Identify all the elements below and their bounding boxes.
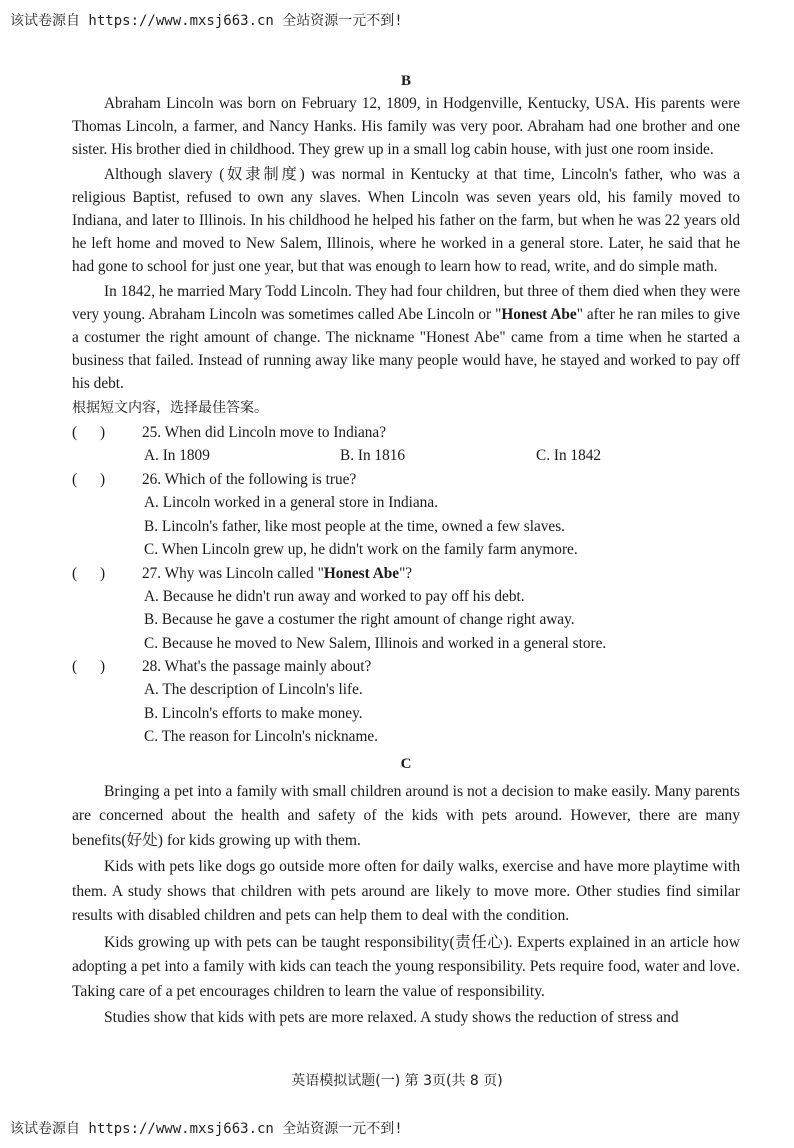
option-25-c: C. In 1842	[536, 447, 602, 464]
answer-blank-27[interactable]: ( )	[72, 564, 106, 582]
p3-before: In 1842, he married Mary Todd Lincoln. They had four children, but three of them died when they were very young. Abraham Lincoln was sometimes called Abe Lincoln or "	[72, 283, 740, 323]
question-28	[72, 655, 740, 678]
option-27-a: A. Because he didn't run away and worked to pay off his debt.	[144, 587, 525, 605]
p3-bold: Honest Abe	[501, 306, 577, 323]
option-25-b: B. In 1816	[340, 447, 406, 464]
question-27	[72, 562, 740, 585]
answer-blank-28[interactable]: ( )	[72, 658, 106, 675]
question-25-options	[72, 444, 740, 468]
question-27-stem	[142, 562, 412, 585]
section-b-title: B	[400, 73, 411, 89]
option-26-c: C. When Lincoln grew up, he didn't work on the family farm anymore.	[144, 541, 578, 558]
section-b-paragraph-1: Abraham Lincoln was born on February 12, 1809, in Hodgenville, Kentucky, USA. His parents were Thomas Lincoln, a farmer, and Nancy Hanks. His family was very poor. Abraham had one brother and one sister. His brother died in childhood. They grew up in a small log cabin house, with just one room inside.	[72, 95, 740, 158]
q27-after: "?	[399, 564, 413, 582]
p3-after: " after he ran miles to give a costumer the right amount of change. The nickname "Honest Abe" came from a time when he started a business that failed. Instead of running away like many people would have, he stayed and worked to pay off his debt.	[72, 306, 740, 392]
option-26-b: B. Lincoln's father, like most people at the time, owned a few slaves.	[144, 517, 565, 535]
instruction: 根据短文内容，选择最佳答案。	[72, 400, 268, 416]
option-26-a: A. Lincoln worked in a general store in Indiana.	[144, 494, 438, 511]
question-25	[72, 421, 740, 444]
answer-blank-26[interactable]: ( )	[72, 471, 106, 488]
section-c-paragraph-1: Bringing a pet into a family with small children around is not a decision to make easily. Many parents are concerned about the health and safety of the kids with pets around. However, there are many benefits(好处) for kids growing up with them.	[72, 782, 740, 849]
q27-before: 27. Why was Lincoln called "	[142, 564, 324, 582]
watermark-top: 该试卷源自 https://www.mxsj663.cn 全站资源一元不到!	[10, 13, 403, 29]
question-25-stem: 25. When did Lincoln move to Indiana?	[142, 424, 386, 441]
question-26	[72, 468, 740, 491]
watermark-bottom: 该试卷源自 https://www.mxsj663.cn 全站资源一元不到!	[10, 1121, 403, 1137]
section-c-body	[72, 780, 740, 1031]
q27-bold: Honest Abe	[323, 564, 400, 582]
option-27-c: C. Because he moved to New Salem, Illinois and worked in a general store.	[144, 634, 607, 652]
section-c-paragraph-4: Studies show that kids with pets are more relaxed. A study shows the reduction of stress and	[104, 1009, 679, 1026]
option-27-b: B. Because he gave a costumer the right amount of change right away.	[144, 611, 575, 628]
page-footer: 英语模拟试题(一) 第 3页(共 8 页)	[291, 1073, 503, 1089]
section-c-paragraph-2: Kids with pets like dogs go outside more often for daily walks, exercise and have more playtime with them. A study shows that children with pets around are likely to move more. Other studies find similar results with disabled children and pets can help them to deal with the condition.	[72, 858, 740, 924]
question-26-stem: 26. Which of the following is true?	[142, 471, 357, 488]
answer-blank-25[interactable]: ( )	[72, 424, 106, 441]
option-28-c: C. The reason for Lincoln's nickname.	[144, 728, 378, 745]
option-25-a: A. In 1809	[144, 447, 210, 464]
option-28-a: A. The description of Lincoln's life.	[144, 681, 363, 698]
section-b-paragraph-3	[72, 280, 740, 395]
question-28-stem: 28. What's the passage mainly about?	[142, 658, 372, 675]
option-28-b: B. Lincoln's efforts to make money.	[144, 704, 363, 722]
section-c-paragraph-3: Kids growing up with pets can be taught responsibility(责任心). Experts explained in an article how adopting a pet into a family with kids can teach the young responsibility. Pets require food, water and love. Taking care of a pet encourages children to learn the value of responsibility.	[72, 933, 740, 1000]
page-content	[72, 70, 740, 1033]
section-c-title: C	[400, 755, 412, 772]
section-b-paragraph-2: Although slavery (奴隶制度) was normal in Kentucky at that time, Lincoln's father, who was a religious Baptist, refused to own any slaves. When Lincoln was seven years old, his family moved to Indiana, and later to Illinois. In his childhood he helped his father on the farm, but when he was 22 years old he left home and moved to New Salem, Illinois, where he worked in a general store. Later, he said that he had gone to school for just one year, but that was enough to learn how to read, write, and do simple math.	[72, 166, 740, 275]
